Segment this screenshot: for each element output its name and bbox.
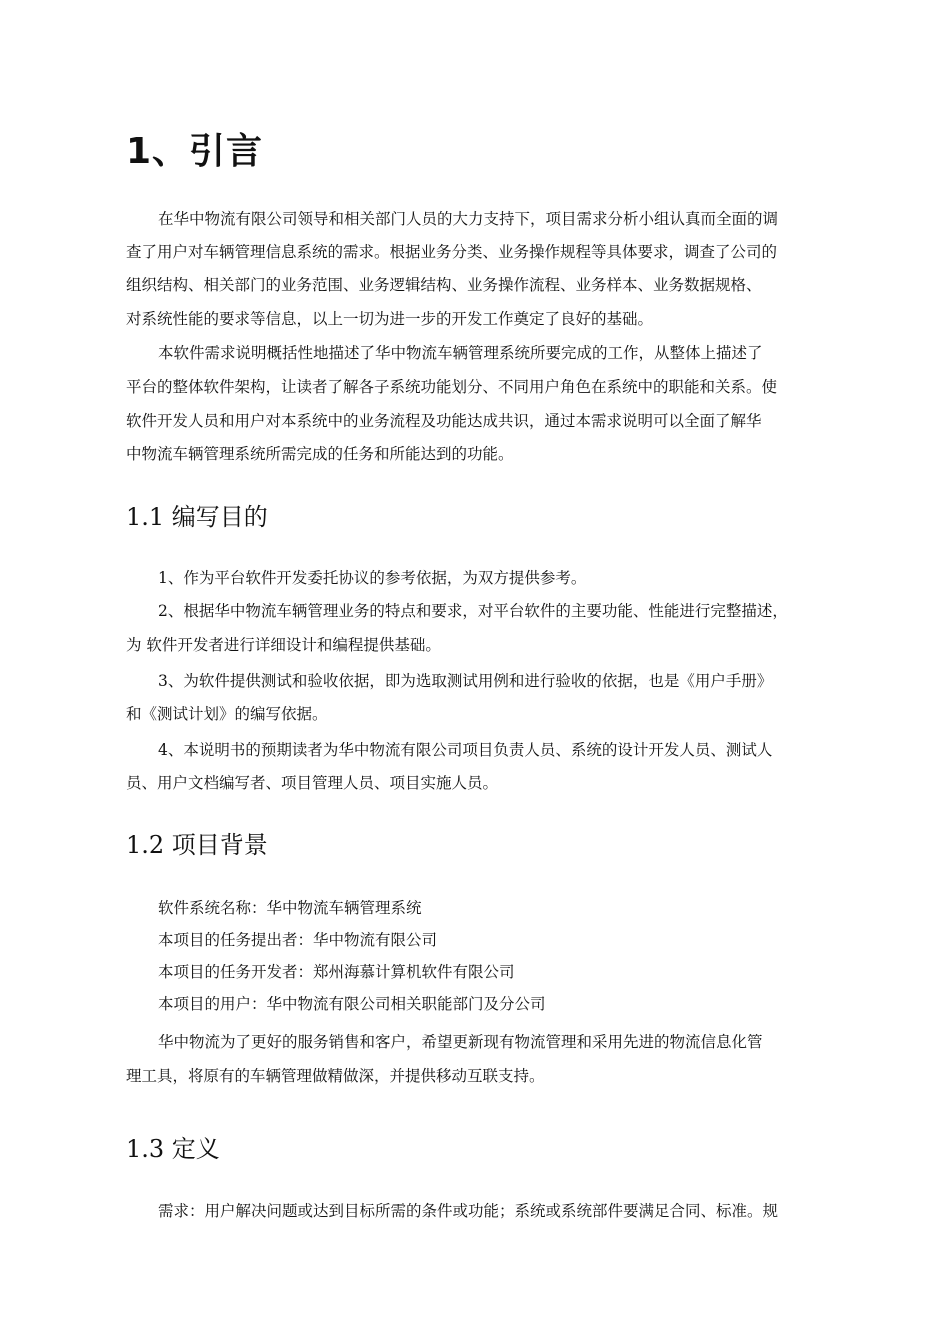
- s11-item2-line1: 2、根据华中物流车辆管理业务的特点和要求，对平台软件的主要功能、性能进行完整描述，: [158, 602, 788, 620]
- s11-item2-line2: 为 软件开发者进行详细设计和编程提供基础。: [126, 636, 441, 654]
- intro-para1-line4: 对系统性能的要求等信息，以上一切为进一步的开发工作奠定了良好的基础。: [126, 310, 654, 328]
- intro-para1-line3: 组织结构、相关部门的业务范围、业务逻辑结构、业务操作流程、业务样本、业务数据规格、: [126, 276, 762, 294]
- s11-item3-line1: 3、为软件提供测试和验收依据，即为选取测试用例和进行验收的依据，也是《用户手册》: [158, 672, 773, 690]
- section-1-2-title: 1.2 项目背景: [126, 831, 268, 859]
- s12-para-line2: 理工具，将原有的车辆管理做精做深，并提供移动互联支持。: [126, 1067, 545, 1085]
- chapter-title: 1、引言: [126, 131, 264, 172]
- s12-item3: 本项目的任务开发者：郑州海慕计算机软件有限公司: [158, 963, 515, 981]
- s12-item2: 本项目的任务提出者：华中物流有限公司: [158, 931, 438, 949]
- s12-item1: 软件系统名称：华中物流车辆管理系统: [158, 899, 422, 917]
- s13-item1: 需求：用户解决问题或达到目标所需的条件或功能；系统或系统部件要满足合同、标准。规: [158, 1202, 779, 1220]
- section-1-3-title: 1.3 定义: [126, 1135, 220, 1163]
- intro-para2-line2: 平台的整体软件架构，让读者了解各子系统功能划分、不同用户角色在系统中的职能和关系。使: [126, 378, 778, 396]
- intro-para2-line4: 中物流车辆管理系统所需完成的任务和所能达到的功能。: [126, 445, 514, 463]
- s11-item1: 1、作为平台软件开发委托协议的参考依据，为双方提供参考。: [158, 569, 587, 587]
- intro-para2-line3: 软件开发人员和用户对本系统中的业务流程及功能达成共识，通过本需求说明可以全面了解华: [126, 412, 762, 430]
- s12-para-line1: 华中物流为了更好的服务销售和客户，希望更新现有物流管理和采用先进的物流信息化管: [158, 1033, 763, 1051]
- intro-para1-line1: 在华中物流有限公司领导和相关部门人员的大力支持下，项目需求分析小组认真而全面的调: [158, 210, 779, 228]
- intro-para1-line2: 查了用户对车辆管理信息系统的需求。根据业务分类、业务操作规程等具体要求，调查了公司的: [126, 243, 778, 261]
- intro-para2-line1: 本软件需求说明概括性地描述了华中物流车辆管理系统所要完成的工作，从整体上描述了: [158, 344, 763, 362]
- section-1-1-title: 1.1 编写目的: [126, 503, 268, 531]
- s11-item4-line1: 4、本说明书的预期读者为华中物流有限公司项目负责人员、系统的设计开发人员、测试人: [158, 741, 773, 759]
- s11-item3-line2: 和《测试计划》的编写依据。: [126, 705, 328, 723]
- s11-item4-line2: 员、用户文档编写者、项目管理人员、项目实施人员。: [126, 774, 499, 792]
- s12-item4: 本项目的用户：华中物流有限公司相关职能部门及分公司: [158, 995, 546, 1013]
